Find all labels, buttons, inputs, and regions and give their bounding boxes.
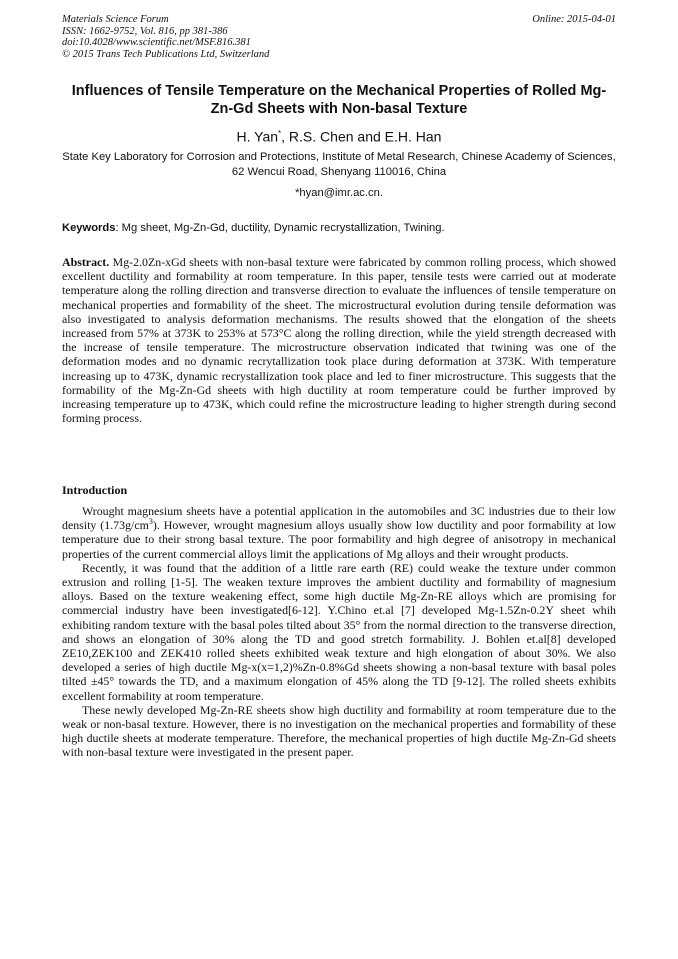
keywords-text: : Mg sheet, Mg-Zn-Gd, ductility, Dynamic recrystallization, Twining. — [115, 222, 445, 234]
paper-title: Influences of Tensile Temperature on the Mechanical Properties of Rolled Mg-Zn-Gd Sheets with Non-basal Texture — [71, 83, 607, 117]
other-authors: , R.S. Chen and E.H. Han — [281, 128, 442, 145]
intro-p1-text-b: ). However, wrought magnesium alloys usually show low ductility and poor formability at low temperature due to their strong basal texture. The poor formability and high degree of anisotropy in mechanical properties of the current commercial alloys limit the applications of Mg alloys and their wrought products. — [62, 518, 616, 561]
author-email: *hyan@imr.ac.cn. — [295, 187, 383, 199]
affiliation: State Key Laboratory for Corrosion and Protections, Institute of Metal Research, Chinese Academy of Sciences, 62 Wencui Road, Shenyang 110016, China — [62, 151, 616, 178]
intro-paragraph-2: Recently, it was found that the addition of a little rare earth (RE) could weake the texture under common extrusion and rolling [1-5]. The weaken texture improves the ambient ductility and formability of magnesium alloys. Based on the texture weakening effect, some high ductile Mg-Zn-RE alloys which are promising for commercial industry have been investigated[6-12]. Y.Chino et.al [7] developed Mg-1.5Zn-0.2Y sheet whih exhibiting random texture with the basal poles tilted about 35° from the normal direction to the transverse direction, and shows an elongation of 30% along the TD and good stretch formability. J. Bohlen et.al[8] developed ZE10,ZEK100 and ZEK410 rolled sheets exhibited weak texture and high elongation of about 30%. We also developed a series of high ductile Mg-x(x=1,2)%Zn-0.8%Gd sheets showing a non-basal texture with basal poles tilted ±45° towards the TD, and a maximum elongation of 45% along the TD [9-12]. The rolled sheets exhibits excellent formability at room temperature. — [62, 560, 616, 703]
intro-p1-superscript: 3 — [148, 517, 153, 527]
intro-p1-text-a: Wrought magnesium sheets have a potential application in the automobiles and 3C industries due to their low density (1.73g/cm — [62, 504, 616, 533]
keywords-label: Keywords — [62, 222, 116, 234]
abstract — [62, 255, 616, 425]
issn-line: ISSN: 1662-9752, Vol. 816, pp 381-386 — [62, 25, 228, 37]
doi-line: doi:10.4028/www.scientific.net/MSF.816.381 — [62, 37, 251, 48]
introduction-body — [62, 504, 616, 760]
abstract-text: Mg-2.0Zn-xGd sheets with non-basal texture were fabricated by common rolling process, which showed excellent ductility and formability at room temperature. In this paper, tensile tests were carried out at moderate temperature along the rolling direction and transverse direction to evaluate the influences of tensile temperature on mechanical properties and formability of the sheet. The microstructural evolution during tensile deformation was also investigated to analysis deformation mechanisms. The results showed that the elongation of the sheets increased from 57% at 373K to 253% at 573°C along the rolling direction, while the yield strength decreased with the increase of tensile temperature. The microstructure observation indicated that twining was one of the deformation modes and no dynamic recrytallization took place during deformation at 373K. With temperature increasing up to 473K, dynamic recrystallization took place and led to finer microstructure. This suggests that the formability of the Mg-Zn-Gd sheets with high ductility at room temperature could be further improved by increasing temperature up to 473K, which could refine the microstructure leading to higher strength during second forming process. — [62, 255, 616, 426]
first-author: H. Yan — [236, 128, 279, 145]
online-date: Online: 2015-04-01 — [532, 14, 616, 25]
corresponding-mark: * — [278, 129, 282, 138]
keywords — [62, 221, 616, 236]
author-list — [62, 125, 616, 146]
intro-paragraph-1 — [62, 504, 616, 561]
copyright-line: © 2015 Trans Tech Publications Ltd, Switzerland — [62, 48, 270, 60]
journal-header — [62, 14, 616, 60]
intro-paragraph-3: These newly developed Mg-Zn-RE sheets show high ductility and formability at room temperature due to the weak or non-basal texture. However, there is no investigation on the mechanical properties and formability of these high ductile sheets at moderate temperature. Therefore, the mechanical properties of high ductile Mg-Zn-Gd sheets with non-basal texture were investigated in the present paper. — [62, 702, 616, 760]
journal-name: Materials Science Forum — [62, 14, 169, 25]
section-heading-introduction: Introduction — [62, 483, 128, 497]
abstract-label: Abstract. — [62, 255, 110, 269]
